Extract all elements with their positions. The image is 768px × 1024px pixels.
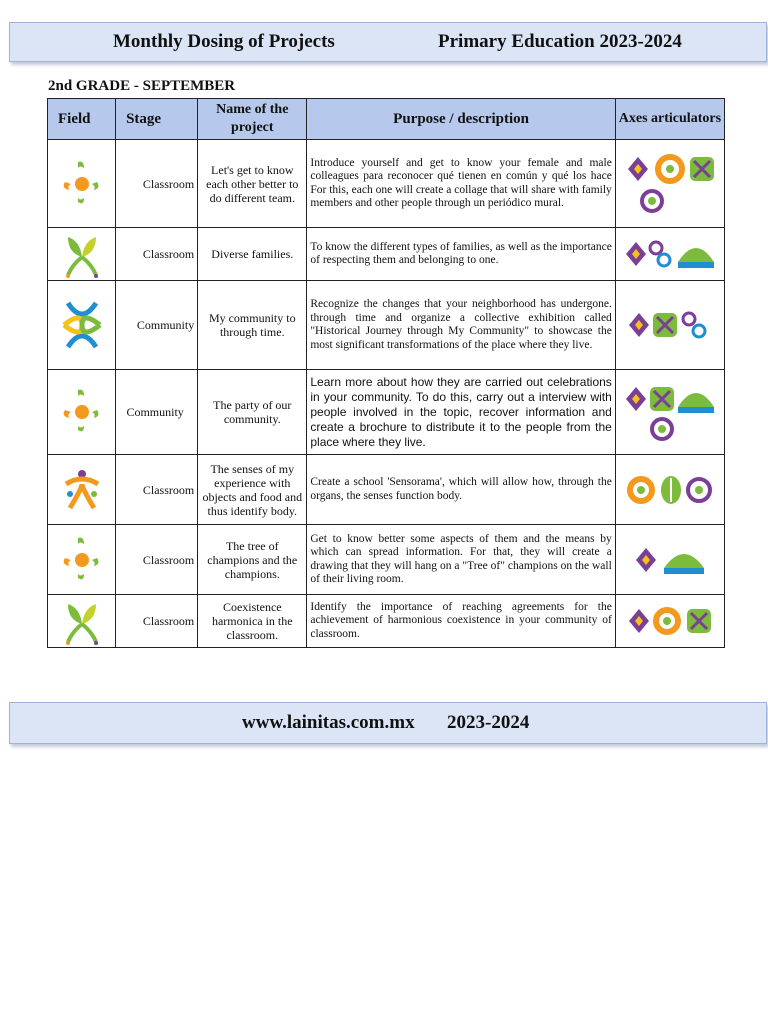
footer-year: 2023-2024 [447,712,530,733]
axes-cell [615,281,724,370]
purpose-cell: Recognize the changes that your neighborhood has undergone. through time and organize a collective exhibition called "Historical Journey through My Community" to showcase the most significant transformations of the place where they live. [307,281,615,370]
axes-articulators-icon [625,472,715,508]
purpose-cell: Introduce yourself and get to know your female and male colleagues para reconocer qué tienen en común y qué los hace For this, each one will create a collage that will share with family members and other people through un periódico mural. [307,140,615,228]
field-icon-cell [48,525,116,595]
table-row [48,281,725,370]
page-title: Monthly Dosing of Projects [113,31,335,52]
project-name-cell: My community to through time. [198,281,307,370]
axes-cell [615,455,724,525]
stage-cell: Classroom [116,228,198,281]
knowledge-field-icon [60,299,104,351]
column-header-name: Name of the project [198,99,307,140]
ethics-field-icon [60,534,104,586]
footer-website: www.lainitas.com.mx [242,712,415,733]
stage-cell: Classroom [116,525,198,595]
column-header-field: Field [48,99,116,140]
human-community-field-icon [60,596,104,646]
stage-cell: Classroom [116,595,198,648]
ethics-field-icon [60,158,104,210]
stage-cell: Community [116,281,198,370]
axes-cell [615,595,724,648]
purpose-cell: Identify the importance of reaching agreements for the achievement of harmonious coexistence in your community of classroom. [307,595,615,648]
field-icon-cell [48,140,116,228]
stage-cell: Classroom [116,140,198,228]
axes-articulators-icon [632,540,708,580]
project-name-cell: The party of our community. [198,370,307,455]
purpose-cell: Learn more about how they are carried out celebrations in your community. To do this, carry out a interview with people involved in the topic, recover information and create a brochure to distribute it to the people from the place where they live. [307,370,615,455]
column-header-stage: Stage [116,99,198,140]
project-name-cell: Coexistence harmonica in the classroom. [198,595,307,648]
stage-cell: Community [116,370,198,455]
field-icon-cell [48,455,116,525]
projects-table [47,98,725,648]
axes-articulators-icon [622,379,718,445]
axes-cell [615,140,724,228]
field-icon-cell [48,595,116,648]
table-row [48,595,725,648]
human-community-field-icon [60,229,104,279]
axes-articulators-icon [622,234,718,274]
axes-articulators-icon [622,149,718,219]
stage-cell: Classroom [116,455,198,525]
axes-cell [615,525,724,595]
field-icon-cell [48,281,116,370]
table-row [48,455,725,525]
axes-articulators-icon [625,305,715,345]
project-name-cell: The tree of champions and the champions. [198,525,307,595]
page-subtitle: Primary Education 2023-2024 [438,31,682,52]
header-banner [9,22,767,62]
table-row [48,370,725,455]
purpose-cell: To know the different types of families, as well as the importance of respecting them and belonging to one. [307,228,615,281]
project-name-cell: The senses of my experience with objects and food and thus identify body. [198,455,307,525]
column-header-axes: Axes articulators [615,99,724,140]
axes-cell [615,228,724,281]
project-name-cell: Diverse families. [198,228,307,281]
axes-articulators-icon [625,603,715,639]
axes-cell [615,370,724,455]
purpose-cell: Get to know better some aspects of them and the means by which can spread information. For that, they will create a drawing that they will hang on a "Tree of" champions on the wall of their living room. [307,525,615,595]
project-name-cell: Let's get to know each other better to do different team. [198,140,307,228]
field-icon-cell [48,370,116,455]
footer-banner [9,702,767,744]
field-icon-cell [48,228,116,281]
table-header-row [48,99,725,140]
grade-heading: 2nd GRADE - SEPTEMBER [48,78,236,94]
table-row [48,228,725,281]
ethics-field-icon [60,386,104,438]
column-header-purpose: Purpose / description [307,99,615,140]
table-row [48,525,725,595]
languages-field-icon [60,464,104,516]
table-row [48,140,725,228]
purpose-cell: Create a school 'Sensorama', which will allow how, through the organs, the senses function body. [307,455,615,525]
